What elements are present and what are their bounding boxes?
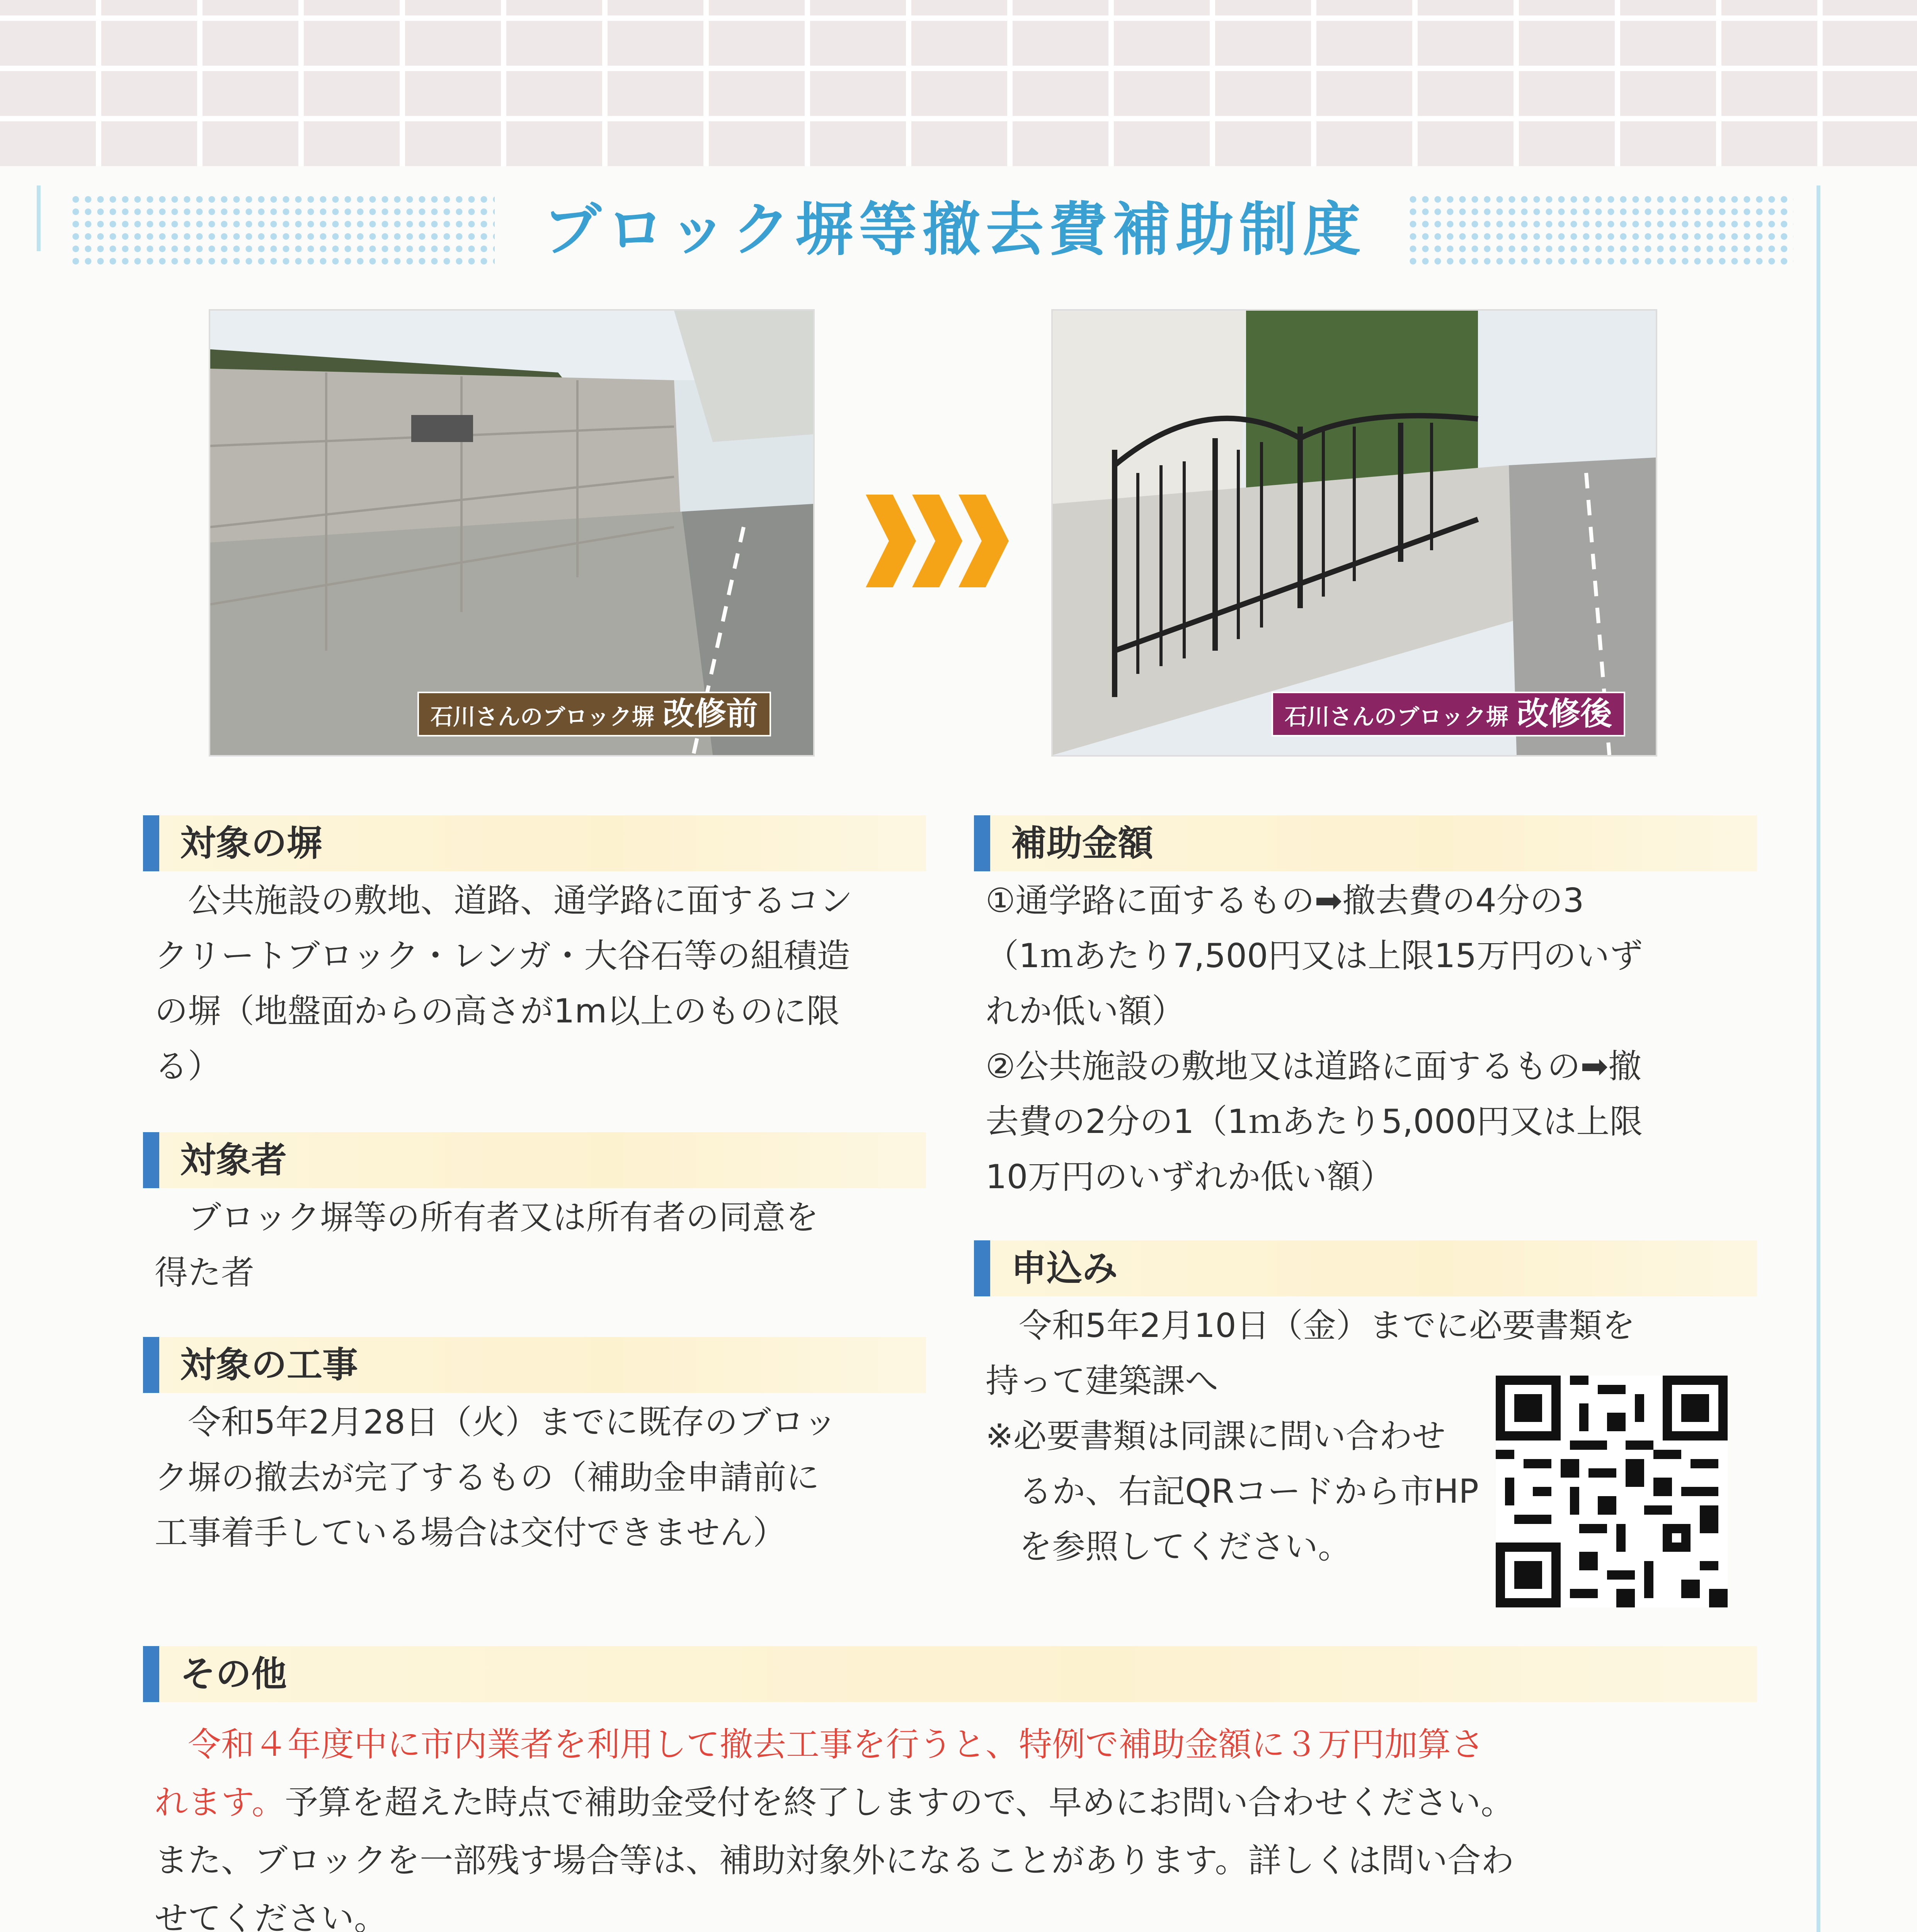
text-subsidy-amount (986, 873, 1755, 1205)
caption-after-top-label: 石川さんのブロック塀 (1285, 704, 1508, 730)
text-line: を参照してください。 (986, 1527, 1351, 1566)
text-line: 工事着手している場合は交付できません） (155, 1514, 786, 1552)
text-target-wall (155, 873, 912, 1094)
text-line: 10万円のいずれか低い額） (986, 1158, 1394, 1196)
qr-code-icon[interactable] (1496, 1376, 1728, 1607)
text-line: せてください。 (155, 1899, 387, 1932)
title-dots-left (70, 193, 495, 267)
text-line: 持って建築課へ (986, 1362, 1218, 1400)
text-line: 公共施設の敷地、道路、通学路に面するコン (155, 881, 853, 920)
heading-target-work: 対象の工事 (143, 1337, 926, 1393)
arrow-chevrons-icon (866, 495, 1013, 587)
text-span: 予算を超えた時点で補助金受付を終了しますので、早めにお問い合わせください。 (285, 1783, 1514, 1822)
text-line: る） (155, 1047, 221, 1086)
text-other (155, 1716, 1759, 1932)
heading-application: 申込み (974, 1240, 1757, 1296)
frame-line (1817, 185, 1820, 1932)
top-tile-band (0, 0, 1917, 166)
text-line: ①通学路に面するもの➡撤去費の4分の3 (986, 881, 1584, 920)
text-line: 得た者 (155, 1253, 254, 1292)
text-line: ②公共施設の敷地又は道路に面するもの➡撤 (986, 1047, 1642, 1086)
text-line: （1ｍあたり7,500円又は上限15万円のいず (986, 937, 1643, 975)
caption-before-top (417, 692, 771, 736)
heading-subsidy-amount: 補助金額 (974, 815, 1757, 871)
text-line: ク塀の撤去が完了するもの（補助金申請前に (155, 1458, 819, 1497)
text-line-red: 令和４年度中に市内業者を利用して撤去工事を行うと、特例で補助金額に３万円加算さ (155, 1725, 1484, 1764)
heading-target-wall: 対象の塀 (143, 815, 926, 871)
text-line: ブロック塀等の所有者又は所有者の同意を (155, 1198, 819, 1237)
photo-after-ishikawa (1051, 309, 1657, 757)
caption-after-top (1272, 692, 1625, 736)
text-target-work (155, 1395, 912, 1561)
text-red-span: れます。 (155, 1783, 285, 1822)
text-target-person (155, 1190, 912, 1301)
heading-target-person: 対象者 (143, 1132, 926, 1188)
text-line: 令和5年2月28日（火）までに既存のブロッ (155, 1403, 837, 1442)
page-title: ブロック塀等撤去費補助制度 (543, 196, 1366, 264)
text-line: ※必要書類は同課に問い合わせ (986, 1417, 1446, 1456)
photo-before-ishikawa (209, 309, 815, 757)
text-line: れか低い額） (986, 992, 1185, 1031)
text-line: 令和5年2月10日（金）までに必要書類を (986, 1306, 1635, 1345)
text-line: また、ブロックを一部残す場合等は、補助対象外になることがあります。詳しくは問い合わ (155, 1841, 1514, 1880)
text-line: クリートブロック・レンガ・大谷石等の組積造 (155, 937, 850, 975)
heading-other: その他 (143, 1646, 1757, 1702)
text-line: るか、右記QRコードから市HP (986, 1472, 1479, 1511)
title-dots-right (1407, 193, 1793, 267)
text-line: の塀（地盤面からの高さが1m以上のものに限 (155, 992, 840, 1031)
caption-after-top-big: 改修後 (1517, 696, 1612, 732)
frame-line-left (37, 185, 41, 251)
caption-before-top-big: 改修前 (662, 696, 758, 732)
text-line: 去費の2分の1（1ｍあたり5,000円又は上限 (986, 1102, 1643, 1141)
caption-before-top-label: 石川さんのブロック塀 (431, 704, 654, 730)
